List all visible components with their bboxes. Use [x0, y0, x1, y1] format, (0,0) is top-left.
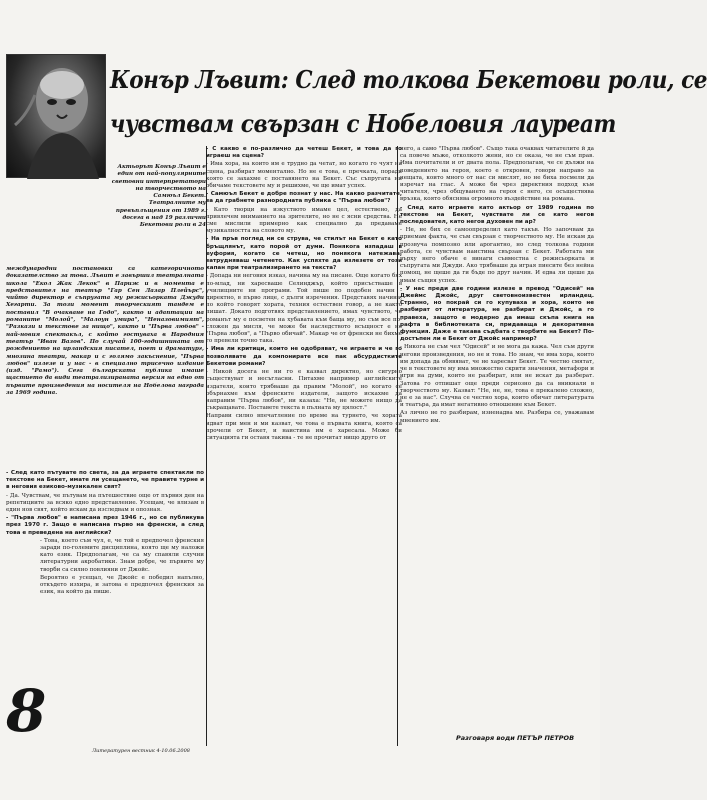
answer: него, а само "Първа любов". Също така очаквах читателите й да са повече мъже, отколкото жени, но се оказа, че не съм прав. Има почитатели и от двата пола. Предполагам, че се дължи на поведението на героя, което е откровен, говори направо за нещата, които много от нас си мислят, но не биха посмели да изречат на глас. А може би чрез директния подход към читателя, чрез общуването на героя с него, се осъществява връзка, която обяснява огромното въздействие на романа.	[400, 146, 594, 203]
portrait-photo	[6, 54, 106, 178]
column-2	[206, 146, 402, 766]
answer: - Това, което съм чул, е, че той е предпочел френския заради по-големите дисциплина, която ще му наложи като език. Предполагам, че са му спавяли случни литературни акробатики. Знам добре, че първите му творби са силно повлияни от Джойс.	[40, 537, 204, 573]
headline	[110, 58, 707, 146]
source-line: Литературен вестник 4-10.06.2008	[92, 748, 190, 754]
answer: Вероятно е усещал, че Джойс е победил напълно, откъдето изхира, и затова е предпочел френския за език, на който да пише.	[40, 574, 204, 596]
column-3	[400, 146, 594, 731]
question: - След като пътувате по света, за да играете спектакли по текстове на Бекет, имате ли усещането, че правите турне и в неговия езиково-музикален свят?	[6, 470, 204, 491]
answer: Направи силно впечатление по време на турнето, че хората идват при мен и ми казват, че това е първата книга, която са прочели от Бекет, и наистина им е харесала. Може би ситуацията ги оставя такива - те не прочитат нищо друго от	[206, 413, 402, 441]
answer: - Допада ни неговия изказ, начина му на писане. Още когато бях по-млад, ни харесваше Селинджър, който присъстваше в училищните ни програми. Той пише по подобен начин - директно, в първо лице, с дълги изречения. Представях начина, по който говорят хората, техния естествен говор, а не както пишат. Докато подготвях представлението, имах чувството, че романът му е посветен на хубавата към баща му, но съм все по-сложен да мисля, че може би наследството всъщност е не "Първа любов", а "Първо обичай". Макар че от френски не бихме го превели точно така.	[206, 273, 402, 345]
question: - На пръв поглед ни се струва, че стилът на Бекет е като бръщлянът, като порой от думи. Понякога изпадаш в еуфория, когато се четеш, но понякога натежава, затрудняваш четенето. Как успяхте да излезете от този капан при театрализирането на текста?	[206, 236, 402, 272]
answer: - Да. Чувствам, че пътувам на пътешествие още от първия ден на репетициите за всяко едно представление. Усещам, че влизам в един нов свят, който искам да изследвам и опозная.	[6, 492, 204, 514]
answer: - Никога не съм чел "Одисей" и не мога да кажа. Чел съм други негови произведения, но не и това. Но знам, че има хора, които им допада да обявяват, че не харесват Бекет. Те честно смятат, че в текстовете му има множество скрити значения, метафори и игри на думи, които не разбират, или не искат да разберат. Затова го отпишат още преди сериозно да са вникнали в творчеството му. Казват: "Не, не, не, това е прекалено сложно, не е за нас". Случва се честно хора, които обичат литературата и театъра, да имат негативно отношение към Бекет.	[400, 344, 594, 409]
answer: - Не, не бих се самоопределил като такъв. Но започвам да приемам факта, че съм свързан с творчеството му. Не искам да прозвуча помпозно или арогантно, но след толкова години работа, се чувствам наистина свързан с Бекет. Работата ми върху него обаче е винаги съвместна с режисьорката и съпругата ми Джуди. Ако трябваше да играя пиесите без нейна помощ, не щеше да ги бъде по друг начин. И едва ли щеше да имам същия успех.	[400, 227, 594, 284]
portrait-illustration	[7, 55, 107, 179]
headline-line-1: Конър Лъвит: След толкова Бекетови роли, се	[110, 65, 707, 94]
answer: Аз лично не го разбирам, изненадва ме. Разбира се, уважавам мнението им.	[400, 410, 594, 424]
headline-line-2: чувствам свързан с Нобеловия лауреат	[110, 109, 616, 138]
answer: - Никой досега не ни го е казвал директно, но сигурно съществуват и несъгласни. Питахме например английските издатели, които трябваше да правим "Молой", но когато се обърнахме към френските издатели, защото искахме да направим "Първа любов", ни казаха: "Не, не можете нищо да съкращавате. Поставете текста в пълната му цялост."	[206, 369, 402, 412]
answer: - Като творци на изкуството имаме цел, естествено, да привлечем вниманието на зрителите, но не с ясни средства. Не сме мислили примерно как специално да предаваме музикалността на словото му.	[206, 206, 402, 235]
byline: Разговаря води ПЕТЪР ПЕТРОВ	[456, 734, 575, 742]
answer: - Има хора, на които им е трудно да четат, но когато го чуят на сцена, разбират моментално. Но не е това, е пречката, поради която се захахме с поставянето на Бекет. Със съпругата ни обичаме текстовете му и решихме, че ще имат успех.	[206, 161, 402, 190]
question: - С какво е по-различно да четеш Бекет, и това да го играеш на сцена?	[206, 146, 402, 160]
question: - "Първа любов" е написана през 1946 г., но се публикува през 1970 г. Защо е написана първо на френски, а след това е преведена на английски?	[6, 515, 204, 536]
page-number-large: 8	[6, 677, 47, 745]
intro-narrow: Актьорът Конър Лъвит е един от най-популярните световни интерпретатори на творчеството на Самюъл Бекет. Театралните му превъплъщения от 1989 г. досега в над 19 различни Бекетови роли в 24	[111, 164, 206, 229]
intro-wide: международни постановки са категоричното доказателство за това. Лъвит е завършил театралната школа "Екол Жак Лекок" в Париж и в момента е представител на театър "Гар Сен Лазар Плейърс", чийто директор е съпругата му режисьорката Джуди Хегарти. За този момент творческият тандем е поставил "В очакване на Годо", както и адаптации на романите "Молой", "Малоун умира", "Неназовимият", "Разкази и текстове за нищо", както и "Първа любов" - най-новия спектакъл, с който гостуваха в Народния театър "Иван Вазов". По случай 100-годишнината от рождението на ирландския писател, поет и драматург, мнозина театри, макар и с голямо закъснение, "Първа любов" излезе и у нас - в специално трисечно издание (изд. "Рамо"). Сега българската публика имаше щастието да види театрализираната версия на едно от първите произведения на носителя на Нобелова награда за 1969 година.	[6, 266, 204, 397]
question: - Самюъл Бекет е добре познат у нас. На какво разчитате, за да грабнете разнородната публика с "Първа любов"?	[206, 191, 402, 205]
question: - След като играете като актьор от 1989 година по текстове на Бекет, чувствате ли се като негов последовател, като негов духовен пи ар?	[400, 204, 594, 226]
question: - У нас преди две години излезе в превод "Одисей" на Джеймс Джойс, друг световноизвестен ирландец. Странно, но покрай си го купуваха и хора, които не разбират от литература, не разбират и Джойс, а го правеха, защото е модерно да имаш скъпа книга на рафта в библиотеката си, придаваща и декоративна функция. Даже е такава съдбата с творбите на Бекет? По-достъпен ли е Бекет от Джойс например?	[400, 285, 594, 343]
question: - Има ли критици, които не одобряват, че играете и че го позволявате да компонирате все пак абсурдистките Бекетови романи?	[206, 346, 402, 367]
